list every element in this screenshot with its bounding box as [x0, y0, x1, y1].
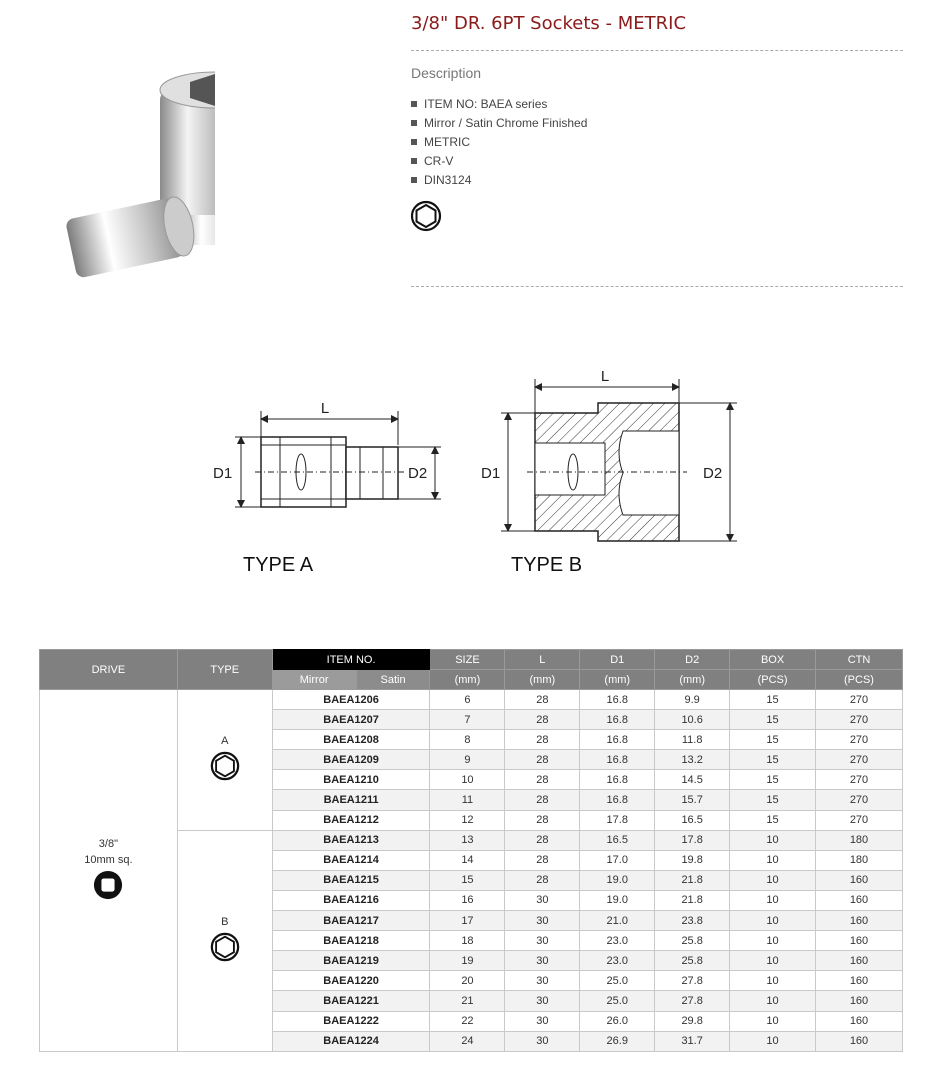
header-type: TYPE — [177, 650, 272, 690]
d2-value: 27.8 — [655, 971, 730, 991]
hexagon-icon — [410, 200, 442, 237]
size-value: 10 — [430, 770, 505, 790]
ctn-value: 160 — [816, 931, 903, 951]
header-ctn: CTN — [816, 650, 903, 670]
description-heading: Description — [411, 65, 482, 81]
item-number: BAEA1218 — [272, 931, 430, 951]
size-value: 19 — [430, 951, 505, 971]
d1-value: 16.8 — [580, 710, 655, 730]
box-value: 10 — [730, 991, 816, 1011]
header-drive: DRIVE — [40, 650, 178, 690]
ctn-value: 270 — [816, 750, 903, 770]
item-number: BAEA1211 — [272, 790, 430, 810]
d1-value: 17.8 — [580, 810, 655, 830]
item-number: BAEA1206 — [272, 690, 430, 710]
header-d1-unit: (mm) — [580, 670, 655, 690]
d2-value: 19.8 — [655, 850, 730, 870]
description-item: CR-V — [411, 151, 587, 170]
type-b-text: B — [221, 916, 229, 929]
item-number: BAEA1207 — [272, 710, 430, 730]
type-b-label: TYPE B — [511, 554, 583, 576]
drive-square: 10mm sq. — [84, 853, 133, 866]
item-number: BAEA1217 — [272, 911, 430, 931]
item-number: BAEA1221 — [272, 991, 430, 1011]
bullet-icon — [411, 158, 417, 164]
hexagon-icon — [210, 751, 240, 784]
d1-value: 16.8 — [580, 690, 655, 710]
box-value: 15 — [730, 730, 816, 750]
dimension-diagram — [205, 365, 755, 595]
item-number: BAEA1214 — [272, 850, 430, 870]
d1-value: 19.0 — [580, 870, 655, 890]
box-value: 10 — [730, 890, 816, 910]
item-number: BAEA1216 — [272, 890, 430, 910]
type-a-d1-label: D1 — [213, 465, 233, 482]
description-item: Mirror / Satin Chrome Finished — [411, 113, 587, 132]
header-d2-unit: (mm) — [655, 670, 730, 690]
header-box: BOX — [730, 650, 816, 670]
d2-value: 17.8 — [655, 830, 730, 850]
box-value: 10 — [730, 931, 816, 951]
type-a-label: TYPE A — [243, 554, 314, 576]
size-value: 15 — [430, 870, 505, 890]
description-item: ITEM NO: BAEA series — [411, 94, 587, 113]
d2-value: 16.5 — [655, 810, 730, 830]
d2-value: 10.6 — [655, 710, 730, 730]
d2-value: 9.9 — [655, 690, 730, 710]
type-b-cell — [177, 830, 272, 1051]
type-a-text: A — [221, 735, 229, 748]
d2-value: 23.8 — [655, 911, 730, 931]
d1-value: 16.8 — [580, 770, 655, 790]
size-value: 18 — [430, 931, 505, 951]
header-size: SIZE — [430, 650, 505, 670]
box-value: 10 — [730, 850, 816, 870]
type-a-length-label: L — [320, 400, 330, 417]
d1-value: 17.0 — [580, 850, 655, 870]
header-d1: D1 — [580, 650, 655, 670]
l-value: 28 — [505, 730, 580, 750]
ctn-value: 270 — [816, 710, 903, 730]
header-item-no: ITEM NO. — [272, 650, 430, 670]
bullet-icon — [411, 139, 417, 145]
d1-value: 23.0 — [580, 951, 655, 971]
box-value: 15 — [730, 690, 816, 710]
size-value: 9 — [430, 750, 505, 770]
l-value: 30 — [505, 951, 580, 971]
product-title: 3/8" DR. 6PT Sockets - METRIC — [411, 13, 687, 34]
ctn-value: 160 — [816, 890, 903, 910]
d1-value: 19.0 — [580, 890, 655, 910]
ctn-value: 180 — [816, 850, 903, 870]
d2-value: 21.8 — [655, 890, 730, 910]
d2-value: 25.8 — [655, 931, 730, 951]
size-value: 22 — [430, 1011, 505, 1031]
bullet-icon — [411, 101, 417, 107]
d2-value: 14.5 — [655, 770, 730, 790]
box-value: 15 — [730, 770, 816, 790]
item-number: BAEA1210 — [272, 770, 430, 790]
l-value: 28 — [505, 850, 580, 870]
type-b-d1-label: D1 — [481, 465, 501, 482]
bullet-icon — [411, 177, 417, 183]
d1-value: 16.8 — [580, 790, 655, 810]
item-number: BAEA1209 — [272, 750, 430, 770]
size-value: 24 — [430, 1031, 505, 1051]
header-satin: Satin — [356, 670, 430, 690]
box-value: 10 — [730, 911, 816, 931]
header-box-unit: (PCS) — [730, 670, 816, 690]
l-value: 28 — [505, 810, 580, 830]
size-value: 11 — [430, 790, 505, 810]
ctn-value: 160 — [816, 951, 903, 971]
description-list — [411, 94, 587, 189]
d2-value: 27.8 — [655, 991, 730, 1011]
item-number: BAEA1222 — [272, 1011, 430, 1031]
box-value: 15 — [730, 790, 816, 810]
ctn-value: 160 — [816, 971, 903, 991]
d1-value: 16.8 — [580, 750, 655, 770]
box-value: 15 — [730, 750, 816, 770]
size-value: 17 — [430, 911, 505, 931]
header-ctn-unit: (PCS) — [816, 670, 903, 690]
header-mirror: Mirror — [272, 670, 356, 690]
d1-value: 26.9 — [580, 1031, 655, 1051]
item-number: BAEA1213 — [272, 830, 430, 850]
d1-value: 25.0 — [580, 991, 655, 1011]
type-b-d2-label: D2 — [703, 465, 723, 482]
d2-value: 29.8 — [655, 1011, 730, 1031]
ctn-value: 270 — [816, 810, 903, 830]
size-value: 13 — [430, 830, 505, 850]
title-divider — [411, 50, 903, 51]
item-number: BAEA1212 — [272, 810, 430, 830]
drive-size: 3/8" — [98, 837, 118, 850]
type-a-cell — [177, 690, 272, 831]
size-value: 20 — [430, 971, 505, 991]
box-value: 15 — [730, 810, 816, 830]
box-value: 10 — [730, 1011, 816, 1031]
header-d2: D2 — [655, 650, 730, 670]
ctn-value: 160 — [816, 911, 903, 931]
size-value: 14 — [430, 850, 505, 870]
ctn-value: 160 — [816, 991, 903, 1011]
ctn-value: 180 — [816, 830, 903, 850]
square-drive-icon — [93, 870, 123, 903]
header-l-unit: (mm) — [505, 670, 580, 690]
size-value: 6 — [430, 690, 505, 710]
spec-table — [39, 649, 903, 1052]
d2-value: 31.7 — [655, 1031, 730, 1051]
type-a-drawing — [213, 400, 441, 576]
ctn-value: 160 — [816, 1011, 903, 1031]
d1-value: 26.0 — [580, 1011, 655, 1031]
box-value: 10 — [730, 951, 816, 971]
d2-value: 25.8 — [655, 951, 730, 971]
l-value: 30 — [505, 911, 580, 931]
header-l: L — [505, 650, 580, 670]
box-value: 10 — [730, 1031, 816, 1051]
l-value: 30 — [505, 890, 580, 910]
l-value: 30 — [505, 1031, 580, 1051]
drive-cell — [40, 690, 178, 1052]
d1-value: 21.0 — [580, 911, 655, 931]
box-value: 10 — [730, 971, 816, 991]
ctn-value: 270 — [816, 730, 903, 750]
type-b-drawing — [481, 368, 737, 576]
size-value: 8 — [430, 730, 505, 750]
l-value: 30 — [505, 991, 580, 1011]
description-item: DIN3124 — [411, 170, 587, 189]
d2-value: 15.7 — [655, 790, 730, 810]
box-value: 10 — [730, 830, 816, 850]
item-number: BAEA1220 — [272, 971, 430, 991]
d1-value: 16.8 — [580, 730, 655, 750]
hexagon-icon — [210, 932, 240, 965]
l-value: 28 — [505, 790, 580, 810]
ctn-value: 160 — [816, 870, 903, 890]
d2-value: 11.8 — [655, 730, 730, 750]
ctn-value: 160 — [816, 1031, 903, 1051]
type-a-d2-label: D2 — [408, 465, 428, 482]
ctn-value: 270 — [816, 690, 903, 710]
d1-value: 16.5 — [580, 830, 655, 850]
box-value: 15 — [730, 710, 816, 730]
l-value: 30 — [505, 931, 580, 951]
product-photo — [45, 50, 215, 330]
table-row — [40, 690, 903, 710]
ctn-value: 270 — [816, 770, 903, 790]
size-value: 16 — [430, 890, 505, 910]
l-value: 30 — [505, 971, 580, 991]
description-divider — [411, 286, 903, 287]
l-value: 28 — [505, 710, 580, 730]
d2-value: 13.2 — [655, 750, 730, 770]
l-value: 30 — [505, 1011, 580, 1031]
l-value: 28 — [505, 690, 580, 710]
d1-value: 23.0 — [580, 931, 655, 951]
box-value: 10 — [730, 870, 816, 890]
l-value: 28 — [505, 830, 580, 850]
ctn-value: 270 — [816, 790, 903, 810]
item-number: BAEA1215 — [272, 870, 430, 890]
size-value: 12 — [430, 810, 505, 830]
size-value: 7 — [430, 710, 505, 730]
l-value: 28 — [505, 870, 580, 890]
bullet-icon — [411, 120, 417, 126]
l-value: 28 — [505, 750, 580, 770]
description-item: METRIC — [411, 132, 587, 151]
type-b-length-label: L — [600, 368, 610, 385]
d1-value: 25.0 — [580, 971, 655, 991]
header-size-unit: (mm) — [430, 670, 505, 690]
item-number: BAEA1219 — [272, 951, 430, 971]
d2-value: 21.8 — [655, 870, 730, 890]
item-number: BAEA1224 — [272, 1031, 430, 1051]
l-value: 28 — [505, 770, 580, 790]
size-value: 21 — [430, 991, 505, 1011]
item-number: BAEA1208 — [272, 730, 430, 750]
